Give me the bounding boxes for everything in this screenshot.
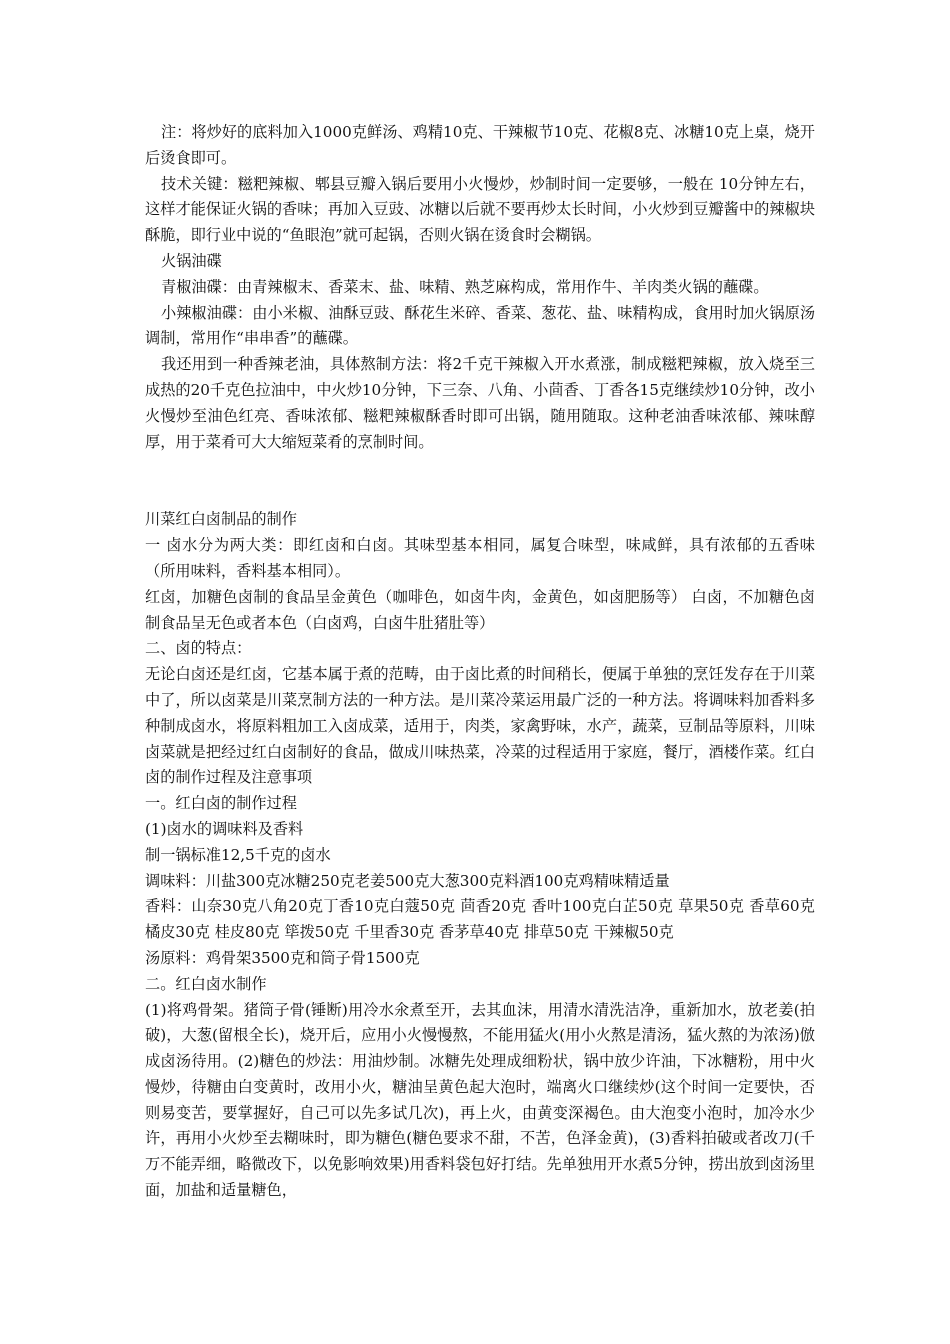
brine-features-paragraph: 无论白卤还是红卤，它基本属于煮的范畴，由于卤比煮的时间稍长，便属于单独的烹饪发存在于川菜中了，所以卤菜是川菜烹制方法的一种方法。是川菜冷菜运用最广泛的一种方法。将调味料加香料多种制成卤水，将原料粗加工入卤成菜，适用于，肉类，家禽野味，水产，蔬菜，豆制品等原料，川味卤菜就是把经过红白卤制好的食品，做成川味热菜，冷菜的过程适用于家庭，餐厅，酒楼作菜。红白卤的制作过程及注意事项 [145,665,815,787]
brine-features-heading: 二、卤的特点： [145,639,252,658]
section-gap [145,455,815,507]
brine-making-heading: 二。红白卤水制作 [145,974,267,993]
standard-pot-line: 制一锅标准12,5千克的卤水 [145,845,331,864]
soup-ingredients: 汤原料：鸡骨架3500克和筒子骨1500克 [145,948,420,967]
brine-types-paragraph: 一 卤水分为两大类：即红卤和白卤。其味型基本相同，属复合味型，味咸鲜，具有浓郁的五香味（所用味料，香料基本相同）。 [145,536,815,580]
tech-key-paragraph: 技术关键：糍粑辣椒、郫县豆瓣入锅后要用小火慢炒，炒制时间一定要够，一般在 10分钟左右，这样才能保证火锅的香味；再加入豆豉、冰糖以后就不要再炒太长时间，小火炒到豆瓣酱中的辣椒块酥脆，即行业中说的“鱼眼泡”就可起锅，否则火锅在烫食时会糊锅。 [145,174,815,245]
oil-dish-heading: 火锅油碟 [161,251,222,270]
small-pepper-dish-paragraph: 小辣椒油碟：由小米椒、油酥豆豉、酥花生米碎、香菜、葱花、盐、味精构成，食用时加火锅原汤调制，常用作“串串香”的蘸碟。 [145,303,815,348]
seasoning-subheading: (1)卤水的调味料及香料 [145,819,304,838]
section-title: 川菜红白卤制品的制作 [145,510,297,529]
document-page [145,120,815,1204]
spicy-old-oil-paragraph: 我还用到一种香辣老油，具体熬制方法：将2千克干辣椒入开水煮涨，制成糍粑辣椒，放入烧至三成热的20千克色拉油中，中火炒10分钟，下三奈、八角、小茴香、丁香各15克继续炒10分钟，改小火慢炒至油色红亮、香味浓郁、糍粑辣椒酥香时即可出锅，随用随取。这种老油香味浓郁、辣味醇厚，用于菜肴可大大缩短菜肴的烹制时间。 [145,355,815,451]
spice-list: 香料：山奈30克八角20克丁香10克白蔻50克 茴香20克 香叶100克白芷50克 草果50克 香草60克 橘皮30克 桂皮80克 筚拨50克 千里香30克 香茅草40克 排草50克 干辣椒50克 [145,897,815,942]
seasoning-list: 调味料：川盐300克冰糖250克老姜500克大葱300克料酒100克鸡精味精适量 [145,871,670,890]
note-paragraph: 注：将炒好的底料加入1000克鲜汤、鸡精10克、干辣椒节10克、花椒8克、冰糖10克上桌，烧开后烫食即可。 [145,123,815,167]
red-white-brine-paragraph: 红卤，加糖色卤制的食品呈金黄色（咖啡色，如卤牛肉，金黄色，如卤肥肠等） 白卤，不加糖色卤制食品呈无色或者本色（白卤鸡，白卤牛肚猪肚等） [145,587,815,632]
process-heading: 一。红白卤的制作过程 [145,794,297,813]
brine-making-paragraph: (1)将鸡骨架。猪筒子骨(锤断)用冷水氽煮至开，去其血沫，用清水清洗洁净，重新加水，放老姜(拍破)，大葱(留根全长)，烧开后，应用小火慢慢熬，不能用猛火(用小火熬是清汤，猛火熬的为浓汤)倣成卤汤待用。(2)糖色的炒法：用油炒制。冰糖先处理成细粉状，锅中放少许油，下冰糖粉，用中火慢炒，待糖由白变黄时，改用小火，糖油呈黄色起大泡时，端离火口继续炒(这个时间一定要快，否则易变苦，要掌握好，自己可以先多试几次)，再上火，由黄变深褐色。由大泡变小泡时，加冷水少许，再用小火炒至去糊味时，即为糖色(糖色要求不甜，不苦，色泽金黄)，(3)香料拍破或者改刀(千万不能弄细，略微改下，以免影响效果)用香料袋包好打结。先单独用开水煮5分钟，捞出放到卤汤里面，加盐和适量糖色， [145,1000,815,1200]
green-pepper-dish-paragraph: 青椒油碟：由青辣椒末、香菜末、盐、味精、熟芝麻构成，常用作牛、羊肉类火锅的蘸碟。 [161,277,769,296]
